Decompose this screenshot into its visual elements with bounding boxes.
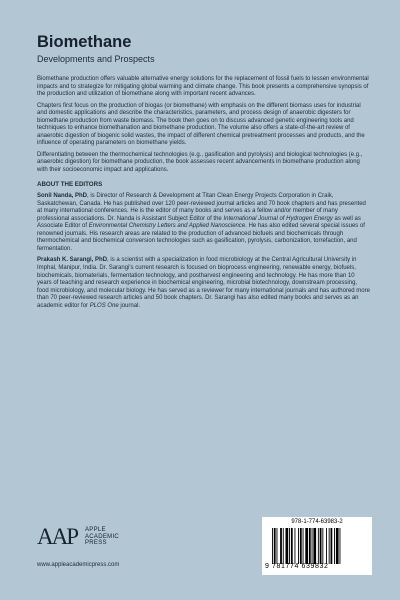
publisher-name-line: ACADEMIC	[85, 533, 120, 540]
barcode-bar	[295, 528, 296, 564]
barcode-bar	[334, 528, 335, 564]
journal-title: International Journal of Hydrogen Energy	[223, 215, 333, 222]
isbn-text: 978-1-774-63983-2	[291, 519, 343, 525]
barcode-bar	[320, 528, 322, 564]
barcode-bar	[305, 528, 308, 564]
aap-logo-icon: AAP	[37, 524, 78, 549]
description-paragraph-1: Biomethane production offers valuable alternative energy solutions for the replacement of fossil fuels to lessen environmental impacts and to strategize for mitigating global warming and climate change. This book presents a comprehensive synopsis of the production and utilization of biomethane along with important recent advances.	[37, 76, 369, 98]
cover-body	[37, 76, 370, 314]
editor-bio-text: . He has also edited several special issues of renowned journals. His research areas are related to the production of advanced biofuels and biochemicals through thermochemical and biochemical conversion technologies such as gasification, pyrolysis, carbonization, torrefaction, and fermentation.	[37, 223, 365, 252]
barcode-bar	[291, 528, 293, 564]
editor-bio-nanda	[37, 193, 370, 253]
description-paragraph-3: Differentiating between the thermochemical technologies (e.g., gasification and pyrolysis) and biological technologies (e.g., anaerobic digestion) for biomethane production, the book assesses recent advancements in biomethane production along with their socioeconomic impact and applications.	[37, 151, 363, 174]
barcode-bar	[326, 528, 327, 564]
publisher-website: www.appleacademicpress.com	[37, 562, 120, 568]
barcode-icon	[272, 528, 364, 564]
barcode-bar	[277, 528, 278, 564]
barcode-bar	[331, 528, 333, 564]
editor-bio-text: as well as Associate Editor of	[37, 215, 361, 230]
editor-bio-text: , is a scientist with a specialization in food microbiology at the Central Agricultural University in Imphal, Manipur, India. Dr. Sarangi's current research is focused on bioprocess engineering, renewable energy, biofuels, biochemicals, biomaterials, fermentation technology, and postharvest engineering and technology. He has more than 10 years of teaching and research experience in biochemical engineering, microbial biotechnology, downstream processing, food microbiology, and molecular biology. He has served as a reviewer for many international journals and has authored more than 70 peer-reviewed research articles and 50 book chapters. Dr. Sarangi has also edited many books and serves as an academic editor for	[37, 257, 370, 309]
book-subtitle: Developments and Prospects	[37, 54, 155, 64]
journal-title: PLOS One	[89, 302, 119, 309]
publisher-name-line: PRESS	[85, 540, 107, 547]
barcode-bar	[312, 528, 313, 564]
barcode-bar	[340, 528, 341, 564]
barcode-bar	[280, 528, 282, 564]
description-paragraph-2: Chapters first focus on the production of biogas (or biomethane) with emphasis on the different biomass uses for industrial and domestic applications and describe the characteristics, parameters, and process design of anaerobic digesters for biomethane production from waste biomass. The book then goes on to discuss advanced genetic engineering tools and techniques to enhance biomethanation and biomethane production. The volume also offers a state-of-the-art review of anaerobic digestion of biogenic solid wastes, the impact of different chemical pretreatment processes and products, and the influence of operating parameters on biomethane yields.	[37, 102, 365, 147]
editor-name-sarangi: Prakash K. Sarangi, PhD	[37, 257, 108, 264]
barcode-bar	[313, 528, 316, 564]
barcode-bar	[283, 528, 284, 564]
publisher-name	[85, 527, 135, 547]
editor-bio-text: journal.	[118, 302, 141, 309]
barcode-bar	[318, 528, 319, 564]
barcode-bar	[329, 528, 330, 564]
journal-title: Environmental Chemistry Letters and Applied Nanoscience	[88, 223, 246, 230]
editors-heading: ABOUT THE EDITORS	[37, 180, 103, 188]
barcode-bar	[309, 528, 311, 564]
editor-name-nanda: Sonil Nanda, PhD	[37, 193, 88, 200]
barcode-bar	[286, 528, 289, 564]
isbn-digits: 9 781774 639832	[265, 563, 329, 570]
barcode-bar	[322, 528, 323, 564]
editor-bio-sarangi	[37, 257, 370, 310]
isbn-barcode	[262, 517, 372, 575]
barcode-bar	[303, 528, 304, 564]
barcode-bar	[336, 528, 339, 564]
publisher-name-line: APPLE	[85, 527, 106, 533]
book-title: Biomethane	[37, 33, 132, 51]
barcode-bar	[272, 528, 273, 564]
barcode-bar	[289, 528, 290, 564]
editor-bio-text: , is Director of Research & Development at Titan Clean Energy Projects Corporation in Craik, Saskatchewan, Canada. He has published over 120 peer-reviewed journal articles and 70 book chapters and has presented at many international conferences. He is the editor of many books and serves as a fellow and/or member of many professional associations. Dr. Nanda is Assistant Subject Editor of the	[37, 193, 366, 222]
barcode-bar	[300, 528, 302, 564]
barcode-bar	[298, 528, 299, 564]
cover-footer	[37, 519, 370, 573]
barcode-bar	[274, 528, 276, 564]
